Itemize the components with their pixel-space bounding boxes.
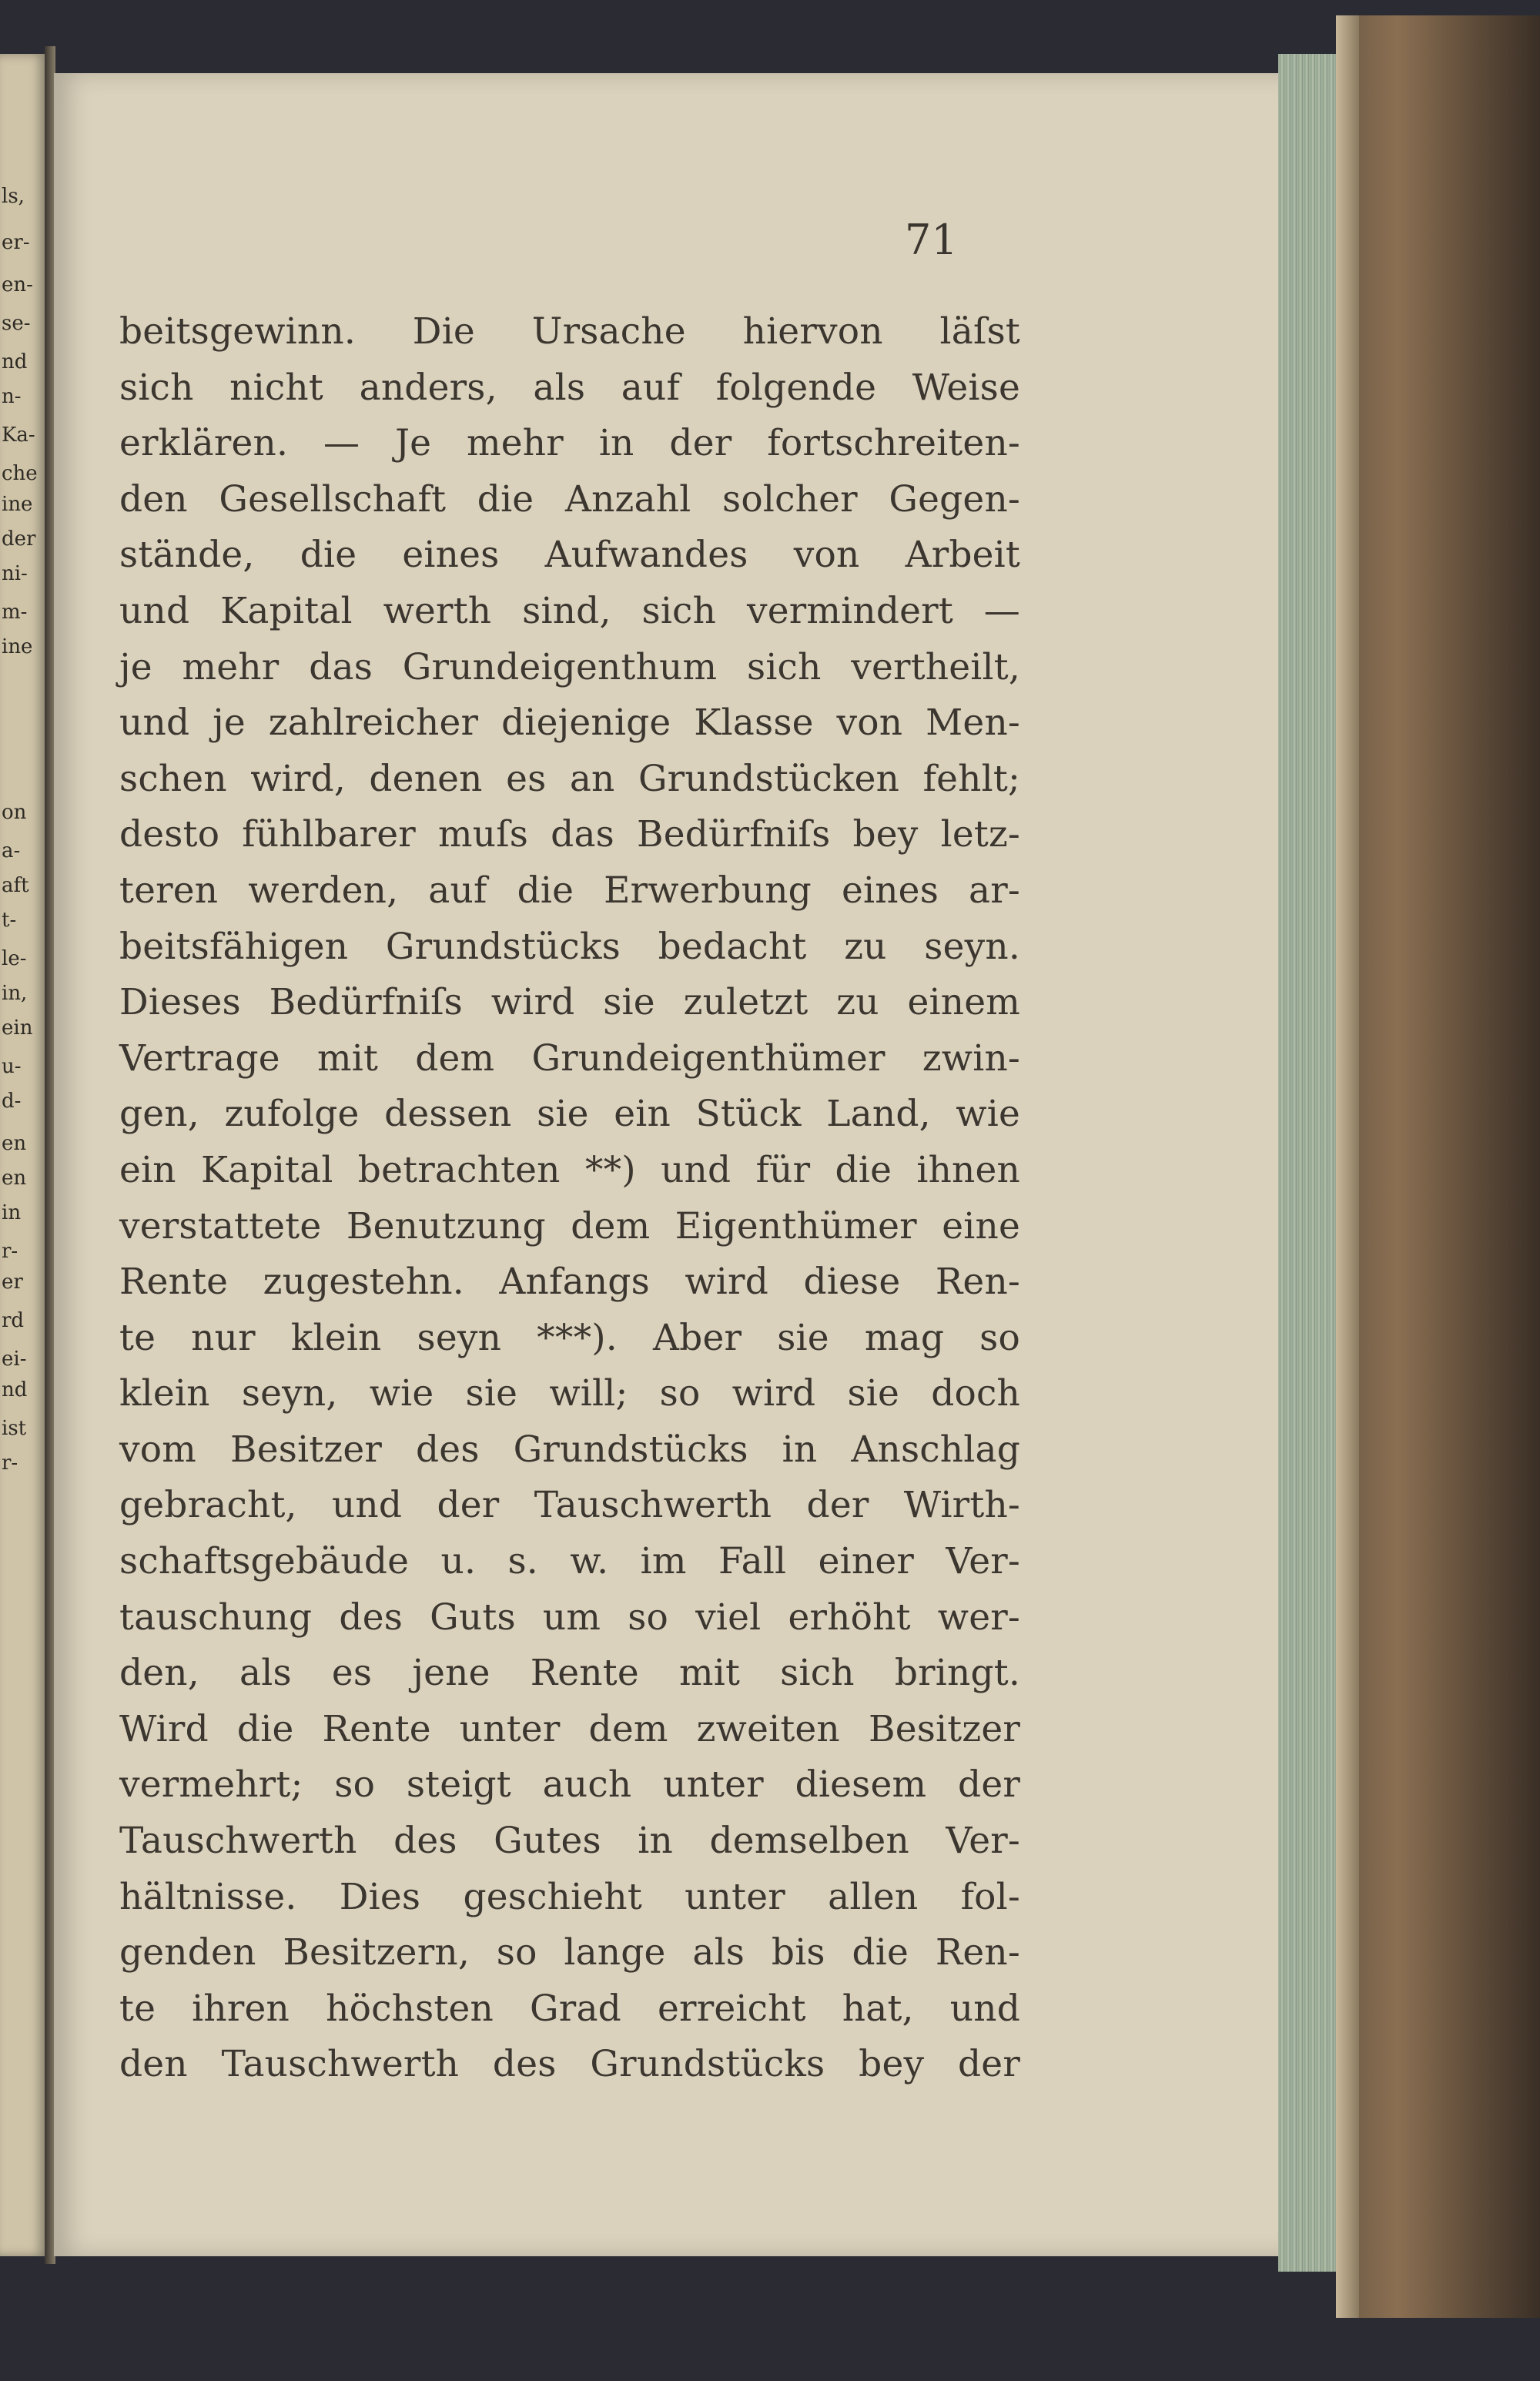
text-line: vermehrt; so steigt auch unter diesem der (119, 1763, 1020, 1807)
page-number: 71 (905, 216, 958, 264)
left-fragment: d- (2, 1090, 22, 1113)
text-line: Vertrage mit dem Grundeigenthümer zwin- (119, 1036, 1020, 1080)
text-line: te ihren höchsten Grad erreicht hat, und (119, 1987, 1020, 2030)
left-fragment: in (2, 1201, 22, 1224)
text-line: den, als es jene Rente mit sich bringt. (119, 1652, 1020, 1695)
left-fragment: Ka- (2, 424, 35, 447)
text-line: Wird die Rente unter dem zweiten Besitzer (119, 1707, 1020, 1750)
text-line: teren werden, auf die Erwerbung eines ar- (119, 869, 1020, 912)
text-line: je mehr das Grundeigenthum sich vertheilt, (119, 645, 1020, 688)
left-fragment: rd (2, 1309, 25, 1332)
left-fragment: a- (2, 839, 21, 862)
left-fragment: en (2, 1132, 27, 1155)
left-fragment: er- (2, 231, 30, 254)
left-fragment: ein (2, 1016, 33, 1040)
text-line: vom Besitzer des Grundstücks in Anschlag (119, 1428, 1020, 1471)
left-fragment: che (2, 462, 38, 485)
left-fragment: n- (2, 385, 22, 408)
text-line: gebracht, und der Tauschwerth der Wirth- (119, 1484, 1020, 1527)
left-fragment: in, (2, 982, 28, 1005)
text-line: sich nicht anders, als auf folgende Weise (119, 366, 1020, 409)
left-fragment: ine (2, 493, 33, 516)
left-fragment: r- (2, 1452, 18, 1475)
left-fragment: on (2, 801, 27, 824)
left-fragment: t- (2, 909, 17, 932)
text-line: ein Kapital betrachten **) und für die ihnen (119, 1148, 1020, 1191)
left-page-line-fragments (0, 54, 46, 2256)
text-line: Rente zugestehn. Anfangs wird diese Ren- (119, 1261, 1020, 1304)
text-line: und Kapital werth sind, sich vermindert — (119, 589, 1020, 632)
text-line: verstattete Benutzung dem Eigenthümer eine (119, 1204, 1020, 1247)
text-line: te nur klein seyn ***). Aber sie mag so (119, 1316, 1020, 1359)
book-cover (1336, 15, 1540, 2318)
left-fragment: ist (2, 1417, 27, 1440)
text-line: Dieses Bedürfniſs wird sie zuletzt zu einem (119, 981, 1020, 1024)
body-text (119, 304, 1020, 2093)
left-fragment: ni- (2, 562, 28, 585)
left-fragment: se- (2, 312, 31, 335)
text-line: schaftsgebäude u. s. w. im Fall einer Ver- (119, 1540, 1020, 1583)
left-page-fragment (0, 54, 46, 2256)
left-fragment: le- (2, 947, 27, 970)
left-fragment: en (2, 1167, 27, 1190)
page-edges (1278, 54, 1340, 2272)
left-fragment: nd (2, 1378, 28, 1401)
left-fragment: ei- (2, 1348, 27, 1371)
left-fragment: m- (2, 601, 28, 624)
left-fragment: u- (2, 1055, 22, 1078)
left-fragment: ls, (2, 185, 25, 208)
cover-rim (1336, 15, 1359, 2318)
left-fragment: ine (2, 635, 33, 658)
text-line: gen, zufolge dessen sie ein Stück Land, wie (119, 1093, 1020, 1136)
text-line: desto fühlbarer muſs das Bedürfniſs bey letz- (119, 813, 1020, 856)
text-line: beitsgewinn. Die Ursache hiervon läſst (119, 310, 1020, 353)
text-line: den Gesellschaft die Anzahl solcher Gegen- (119, 477, 1020, 521)
left-fragment: r- (2, 1240, 18, 1263)
text-line: stände, die eines Aufwandes von Arbeit (119, 534, 1020, 577)
text-line: erklären. — Je mehr in der fortschreiten- (119, 422, 1020, 465)
text-line: beitsfähigen Grundstücks bedacht zu seyn. (119, 925, 1020, 968)
text-line: tauschung des Guts um so viel erhöht wer- (119, 1596, 1020, 1639)
text-line: genden Besitzern, so lange als bis die Ren- (119, 1931, 1020, 1974)
text-line: schen wird, denen es an Grundstücken fehlt; (119, 757, 1020, 800)
text-line: und je zahlreicher diejenige Klasse von Men- (119, 702, 1020, 745)
text-line: hältnisse. Dies geschieht unter allen fol- (119, 1875, 1020, 1918)
text-line: den Tauschwerth des Grundstücks bey der (119, 2043, 1020, 2086)
left-fragment: aft (2, 874, 29, 897)
left-fragment: er (2, 1271, 23, 1294)
text-line: klein seyn, wie sie will; so wird sie doch (119, 1372, 1020, 1415)
page (54, 73, 1286, 2256)
left-fragment: en- (2, 273, 33, 296)
left-fragment: der (2, 527, 36, 551)
left-fragment: nd (2, 350, 28, 373)
text-line: Tauschwerth des Gutes in demselben Ver- (119, 1820, 1020, 1863)
